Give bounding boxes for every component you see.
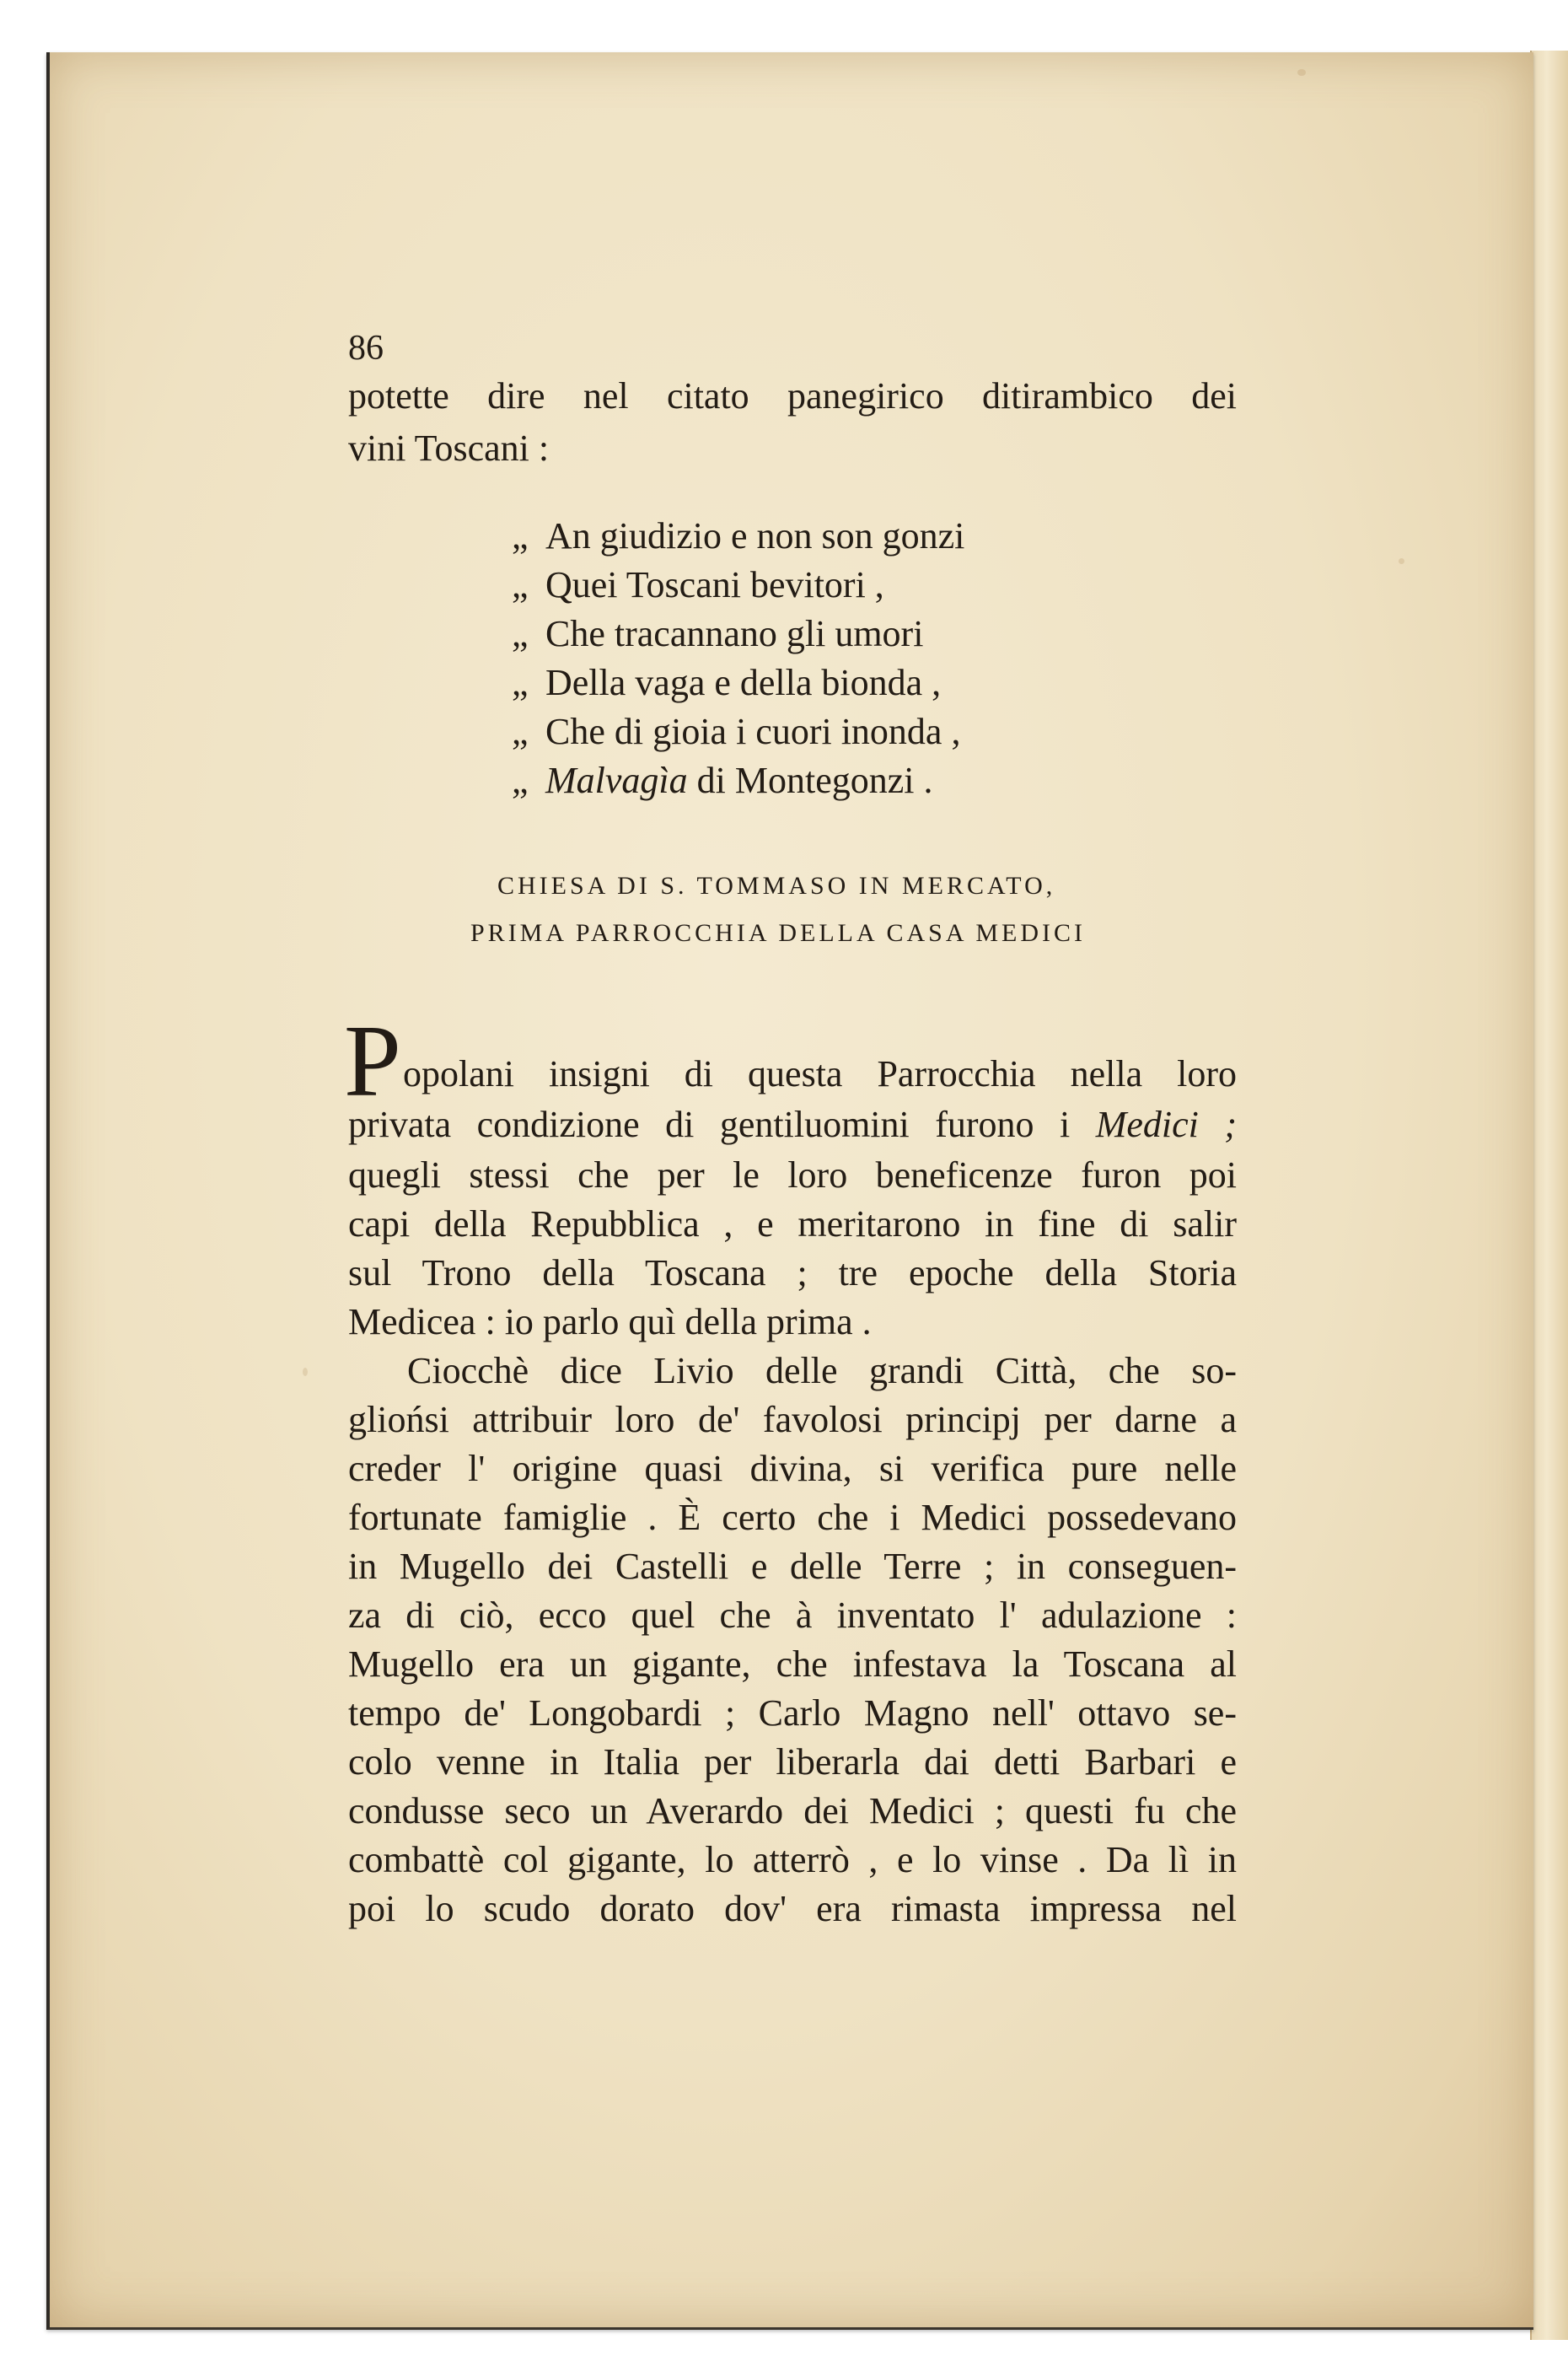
paragraph-line: capi della Repubblica , e meritarono in fine di salir xyxy=(348,1203,1237,1245)
paragraph-line: Mugello era un gigante, che infestava la Toscana al xyxy=(348,1643,1237,1685)
paragraph-text: privata condizione di gentiluomini furono i xyxy=(348,1104,1096,1145)
page-number: 86 xyxy=(348,329,384,368)
verse-text: Che tracannano gli umori xyxy=(545,613,924,654)
verse-quote: „ xyxy=(512,760,529,801)
verse-line xyxy=(512,762,933,799)
paragraph-line: colo venne in Italia per liberarla dai detti Barbari e xyxy=(348,1741,1237,1783)
page-edge xyxy=(1530,51,1568,2340)
paragraph-line: tempo de' Longobardi ; Carlo Magno nell' ottavo se- xyxy=(348,1692,1237,1734)
verse-text: Che di gioia i cuori inonda , xyxy=(545,711,961,752)
paragraph-line: quegli stessi che per le loro beneficenze furon poi xyxy=(348,1154,1237,1196)
paper-stain xyxy=(1297,69,1306,76)
paragraph-italic-word: Medici ; xyxy=(1095,1104,1238,1145)
verse-italic-word: Malvagìa xyxy=(545,760,688,801)
verse-quote: „ xyxy=(512,515,529,557)
paragraph-line: creder l' origine quasi divina, si verifica pure nelle xyxy=(348,1448,1237,1489)
paper-stain xyxy=(303,1368,308,1376)
verse-text: An giudizio e non son gonzi xyxy=(545,515,965,557)
paragraph-line: combattè col gigante, lo atterrò , e lo vinse . Da lì in xyxy=(348,1839,1237,1880)
paragraph-line: condusse seco un Averardo dei Medici ; questi fu che xyxy=(348,1790,1237,1831)
paragraph-line: Ciocchè dice Livio delle grandi Città, che so- xyxy=(407,1350,1237,1391)
paragraph-line xyxy=(348,1106,1237,1143)
paragraph-line: gliońsi attribuir loro de' favolosi principj per darne a xyxy=(348,1399,1237,1440)
verse-line xyxy=(512,664,941,702)
verse-quote: „ xyxy=(512,662,529,703)
drop-cap: P xyxy=(344,1004,401,1118)
intro-line: vini Toscani : xyxy=(348,428,550,469)
paragraph-line: opolani insigni di questa Parrocchia nella loro xyxy=(403,1053,1237,1094)
paragraph-line: poi lo scudo dorato dov' era rimasta impressa nel xyxy=(348,1888,1237,1929)
intro-line: potette dire nel citato panegirico ditirambico dei xyxy=(348,375,1237,417)
verse-quote: „ xyxy=(512,711,529,752)
verse-line xyxy=(512,713,960,750)
paragraph-line: in Mugello dei Castelli e delle Terre ; in conseguen- xyxy=(348,1546,1237,1587)
paragraph-line: za di ciò, ecco quel che à inventato l' adulazione : xyxy=(348,1595,1237,1636)
verse-line xyxy=(512,515,965,557)
section-heading-line2: PRIMA PARROCCHIA DELLA CASA MEDICI xyxy=(470,919,1087,947)
verse-line xyxy=(512,613,924,654)
verse-text: Della vaga e della bionda , xyxy=(545,662,942,703)
paragraph-line: fortunate famiglie . È certo che i Medici possedevano xyxy=(348,1497,1237,1538)
paragraph-line: sul Trono della Toscana ; tre epoche della Storia xyxy=(348,1252,1237,1293)
verse-quote: „ xyxy=(512,613,529,654)
paper-stain xyxy=(1399,558,1404,564)
verse-text: Quei Toscani bevitori , xyxy=(545,564,884,605)
section-heading-line1: CHIESA DI S. TOMMASO IN MERCATO, xyxy=(497,872,1056,900)
paragraph-line: Medicea : io parlo quì della prima . xyxy=(348,1301,872,1342)
verse-quote: „ xyxy=(512,564,529,605)
verse-text: di Montegonzi . xyxy=(687,760,933,801)
verse-line xyxy=(512,564,884,605)
